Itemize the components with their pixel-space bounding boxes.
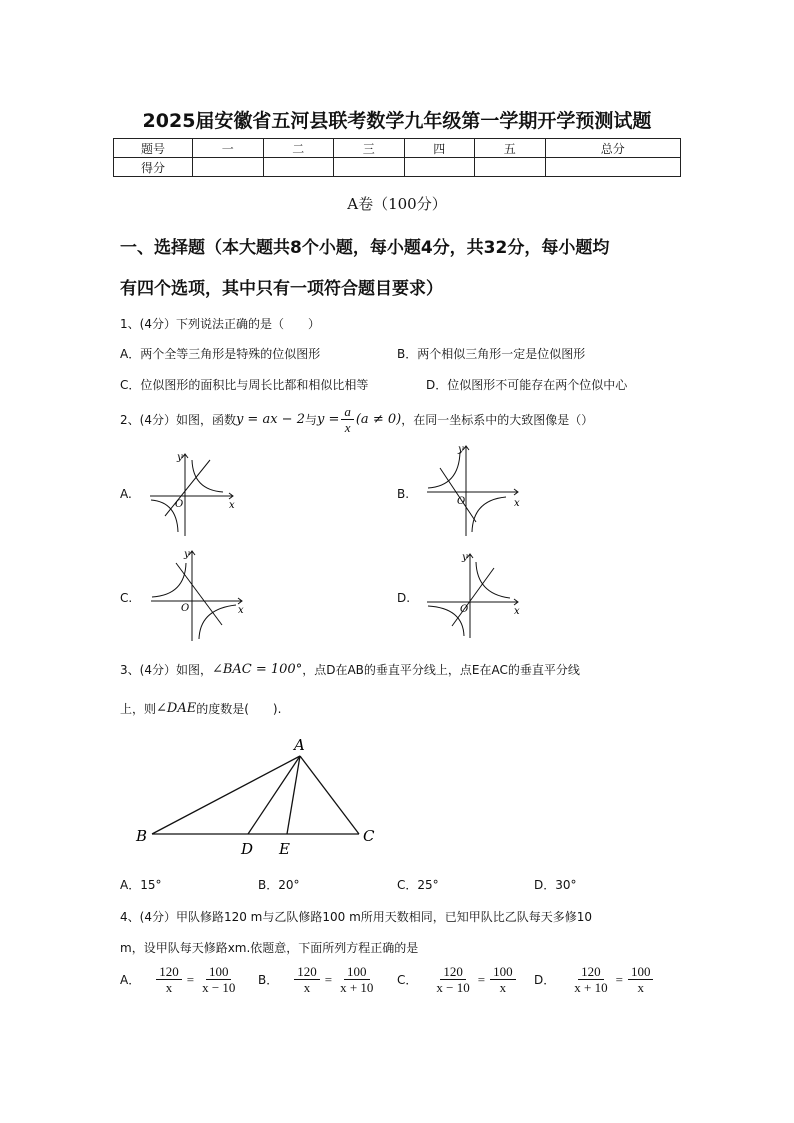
x-axis-label: x xyxy=(514,498,520,509)
line-graph xyxy=(176,563,222,625)
score-input-4[interactable] xyxy=(404,158,475,177)
q3-option-d[interactable]: D．30° xyxy=(534,878,577,892)
q4-c-equals: = xyxy=(477,971,486,987)
score-cell-1: 一 xyxy=(193,139,264,158)
origin-label: O xyxy=(457,496,466,507)
point-d-label: D xyxy=(241,840,254,858)
q3-stem-post: ，点D在AB的垂直平分线上，点E在AC的垂直平分线 xyxy=(302,663,580,677)
q4-a-lhs-fraction xyxy=(156,964,182,995)
q4-c-rhs-den: x xyxy=(499,980,507,995)
score-input-5[interactable] xyxy=(475,158,546,177)
hyperbola-branch-q1 xyxy=(476,562,510,598)
q2-graph-d[interactable] xyxy=(422,548,522,640)
y-axis-label: y xyxy=(184,549,190,560)
q4-b-equals: = xyxy=(324,971,333,987)
score-cell-label: 题号 xyxy=(114,139,193,158)
q4-option-c[interactable] xyxy=(397,964,518,995)
q4-d-rhs-fraction xyxy=(628,964,654,995)
q2-expr-linear: y = ax − 2 xyxy=(235,412,305,427)
q4-a-lhs-den: x xyxy=(165,980,173,995)
q2-stem-post: ，在同一坐标系中的大致图像是（） xyxy=(401,413,594,427)
q4-c-lhs-num: 120 xyxy=(440,964,466,980)
q4-b-rhs-num: 100 xyxy=(344,964,370,980)
hyperbola-branch-q4 xyxy=(472,497,506,532)
score-input-total[interactable] xyxy=(545,158,681,177)
q4-d-rhs-den: x xyxy=(637,980,644,995)
hyperbola-branch-q2 xyxy=(428,452,460,488)
q4-d-lhs-fraction xyxy=(571,964,610,995)
q4-b-rhs-fraction xyxy=(337,964,376,995)
score-cell-2: 二 xyxy=(263,139,334,158)
q4-b-lhs-num: 120 xyxy=(294,964,320,980)
origin-label: O xyxy=(175,499,184,510)
score-table-score-row xyxy=(114,158,681,177)
score-table xyxy=(113,138,681,177)
point-e-label: E xyxy=(279,840,290,858)
q4-c-lhs-fraction xyxy=(433,964,472,995)
q3-line2-post: 的度数是( ). xyxy=(196,702,282,716)
score-table-header-row xyxy=(114,139,681,158)
point-c-label: C xyxy=(363,827,375,845)
line-graph xyxy=(452,568,494,626)
q2-option-a-label[interactable]: A. xyxy=(120,487,132,501)
q2-option-d-label[interactable]: D. xyxy=(397,591,411,605)
q4-a-lhs-num: 120 xyxy=(156,964,182,980)
y-axis-label: y xyxy=(458,444,464,455)
q3-stem-line1 xyxy=(120,661,580,678)
q4-option-b[interactable] xyxy=(258,964,378,995)
q2-stem-mid: 与 xyxy=(304,413,317,427)
q4-a-rhs-den: x − 10 xyxy=(202,980,236,995)
q4-a-equals: = xyxy=(186,971,195,987)
q4-option-b-label: B． xyxy=(258,973,279,987)
point-a-label: A xyxy=(294,736,305,754)
q3-option-c[interactable]: C．25° xyxy=(397,878,439,892)
score-row-label: 得分 xyxy=(114,158,193,177)
x-axis-label: x xyxy=(229,500,235,511)
q2-graph-c[interactable] xyxy=(148,545,246,643)
section-heading-line2: 有四个选项，其中只有一项符合题目要求） xyxy=(120,279,443,299)
score-cell-total: 总分 xyxy=(545,139,681,158)
hyperbola-branch-q2 xyxy=(152,563,186,597)
q2-expr2-fraction xyxy=(341,404,354,435)
paper-section-label: A卷（100分） xyxy=(347,195,447,213)
q2-expr2-cond: (a ≠ 0) xyxy=(355,412,402,427)
q2-graph-a[interactable] xyxy=(145,448,240,538)
x-axis-label: x xyxy=(514,606,520,617)
q4-option-d[interactable] xyxy=(534,964,655,995)
score-input-2[interactable] xyxy=(263,158,334,177)
q2-expr2-lhs: y = xyxy=(316,412,340,427)
q4-c-lhs-den: x − 10 xyxy=(436,980,470,995)
origin-label: O xyxy=(181,603,190,614)
q2-expr2-den: x xyxy=(344,420,351,435)
q4-option-a-label: A． xyxy=(120,973,141,987)
q4-d-equals: = xyxy=(615,971,623,987)
q4-b-lhs-den: x xyxy=(303,980,311,995)
q4-b-rhs-den: x + 10 xyxy=(340,980,374,995)
score-input-3[interactable] xyxy=(334,158,405,177)
q1-stem: 1、(4分）下列说法正确的是（ ） xyxy=(120,317,320,331)
q4-c-rhs-num: 100 xyxy=(490,964,516,980)
q1-option-c[interactable]: C．位似图形的面积比与周长比都和相似比相等 xyxy=(120,378,369,392)
q4-a-rhs-fraction xyxy=(199,964,238,995)
q4-stem-line1: 4、(4分）甲队修路120 m与乙队修路100 m所用天数相同，已知甲队比乙队每天多修10 xyxy=(120,910,593,924)
line-graph xyxy=(165,460,210,516)
section-heading-line1: 一、选择题（本大题共8个小题，每小题4分，共32分，每小题均 xyxy=(120,238,610,258)
q2-option-c-label[interactable]: C. xyxy=(120,591,133,605)
q2-stem-pre: 2、(4分）如图，函数 xyxy=(120,413,236,427)
q3-option-b[interactable]: B．20° xyxy=(258,878,300,892)
q2-expr2-num: a xyxy=(341,404,354,420)
q3-option-a[interactable]: A．15° xyxy=(120,878,162,892)
x-axis-label: x xyxy=(238,605,244,616)
segment-ab xyxy=(152,756,300,834)
q1-option-d[interactable]: D．位似图形不可能存在两个位似中心 xyxy=(426,378,628,392)
q1-option-b[interactable]: B．两个相似三角形一定是位似图形 xyxy=(397,347,586,361)
point-b-label: B xyxy=(136,827,148,845)
q4-d-rhs-num: 100 xyxy=(628,964,654,980)
score-input-1[interactable] xyxy=(193,158,264,177)
hyperbola-branch-q3 xyxy=(428,606,464,636)
q2-stem xyxy=(120,404,593,435)
score-cell-5: 五 xyxy=(475,139,546,158)
q4-d-lhs-num: 120 xyxy=(578,964,604,980)
q2-graph-b[interactable] xyxy=(422,440,522,538)
q2-option-b-label[interactable]: B. xyxy=(397,487,410,501)
q4-c-rhs-fraction xyxy=(490,964,516,995)
q4-a-rhs-num: 100 xyxy=(206,964,232,980)
score-cell-4: 四 xyxy=(404,139,475,158)
segment-ae xyxy=(287,756,300,834)
y-axis-label: y xyxy=(177,452,183,463)
segment-ad xyxy=(248,756,300,834)
segment-ac xyxy=(300,756,359,834)
q3-stem-pre: 3、(4分）如图， xyxy=(120,663,212,677)
line-graph xyxy=(440,468,476,522)
q3-stem-line2 xyxy=(120,700,281,717)
q4-option-c-label: C． xyxy=(397,973,418,987)
q4-option-d-label: D． xyxy=(534,973,556,987)
q1-option-a[interactable]: A．两个全等三角形是特殊的位似图形 xyxy=(120,347,321,361)
q4-b-lhs-fraction xyxy=(294,964,320,995)
q4-d-lhs-den: x + 10 xyxy=(574,980,608,995)
q3-line2-pre: 上，则 xyxy=(120,702,157,716)
q3-angle-dae: ∠DAE xyxy=(156,701,197,716)
q3-angle-bac: ∠BAC = 100° xyxy=(211,662,303,677)
page-title: 2025届安徽省五河县联考数学九年级第一学期开学预测试题 xyxy=(142,110,652,132)
hyperbola-branch-q4 xyxy=(199,605,236,639)
score-cell-3: 三 xyxy=(334,139,405,158)
y-axis-label: y xyxy=(462,552,468,563)
origin-label: O xyxy=(460,604,469,615)
q4-stem-line2: m，设甲队每天修路xm.依题意，下面所列方程正确的是 xyxy=(120,941,419,955)
q3-triangle-figure xyxy=(130,728,390,860)
q4-option-a[interactable] xyxy=(120,964,240,995)
